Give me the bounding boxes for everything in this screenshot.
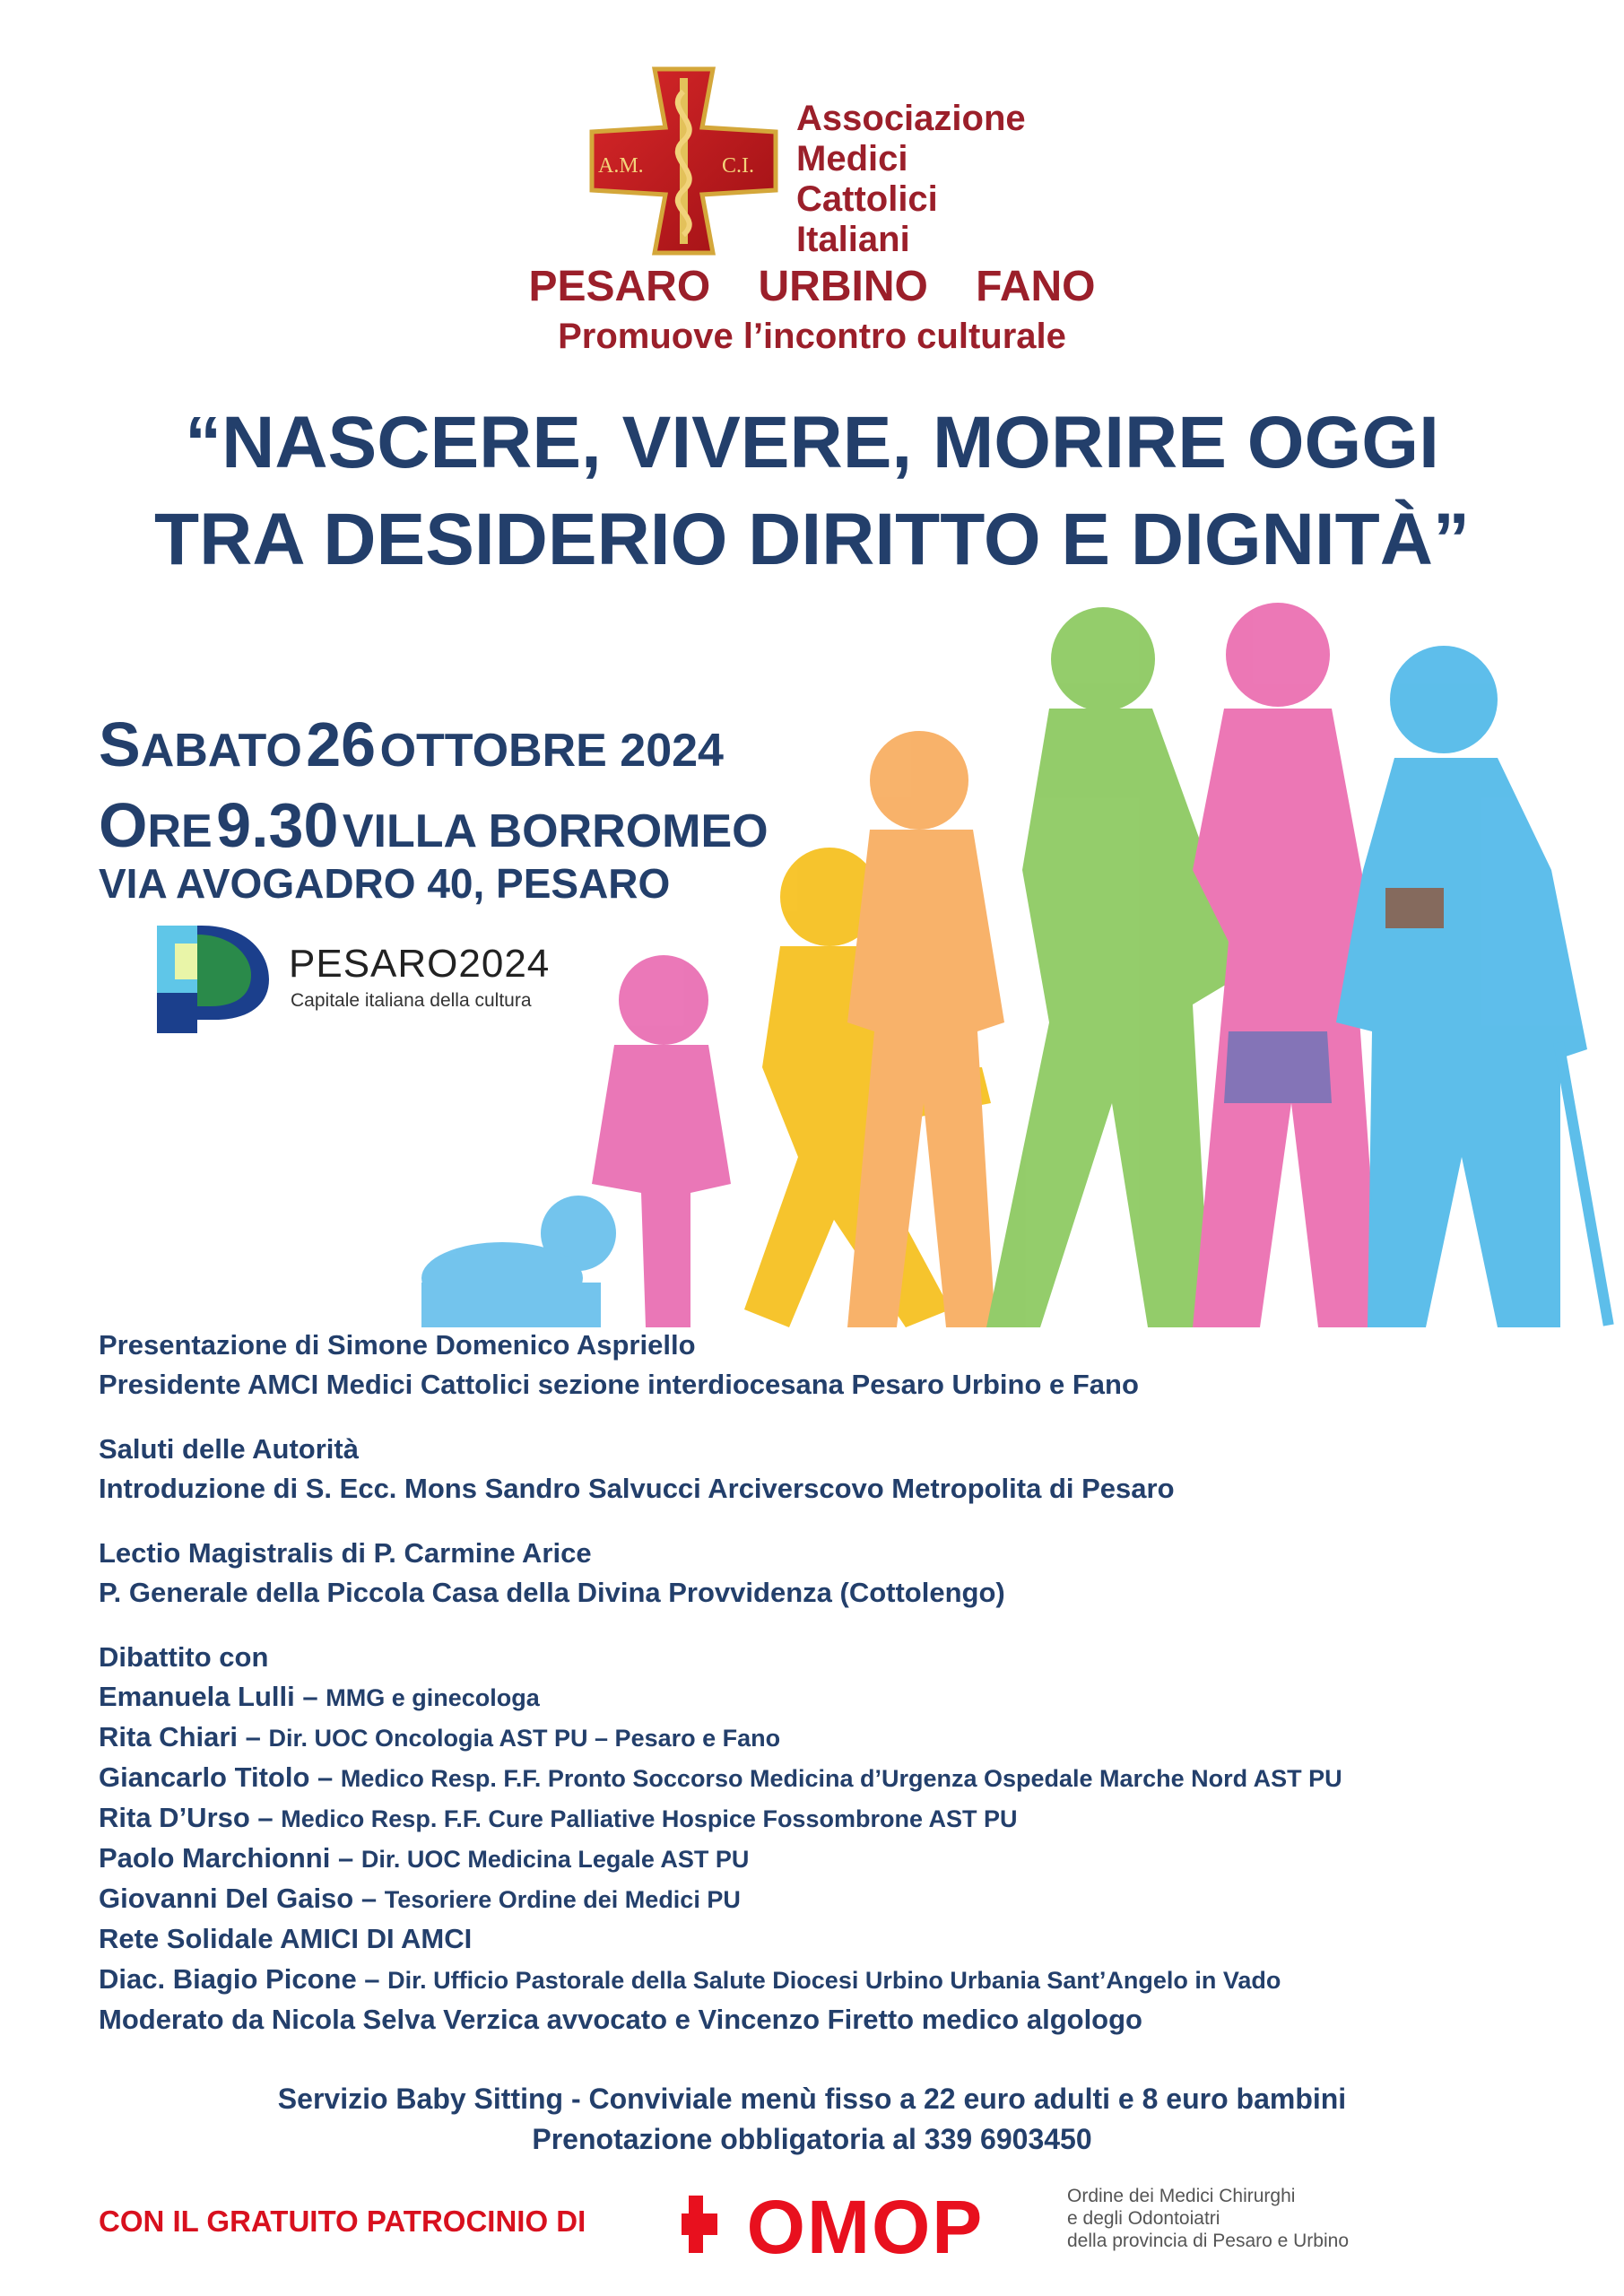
omop-logo	[682, 2188, 1049, 2260]
speaker-name: Rita Chiari –	[99, 1721, 269, 1752]
ordine-line: Ordine dei Medici Chirurghi	[1067, 2186, 1296, 2206]
speaker-name: Emanuela Lulli –	[99, 1681, 326, 1712]
assoc-line: Medici	[796, 139, 908, 178]
speaker-name: Giancarlo Titolo –	[99, 1761, 341, 1793]
speaker-role: Dir. UOC Medicina Legale AST PU	[360, 1846, 750, 1873]
time-word: RE	[147, 805, 213, 857]
date-month-year: OTTOBRE 2024	[379, 725, 724, 777]
city-names: PESARO URBINO FANO	[528, 263, 1096, 310]
promotes-line: Promuove l’incontro culturale	[558, 317, 1066, 356]
child-silhouette	[592, 955, 731, 1327]
date-day: 26	[306, 709, 377, 779]
speaker-name: Giovanni Del Gaiso –	[99, 1883, 385, 1914]
ordine-line: e degli Odontoiatri	[1067, 2208, 1220, 2229]
introduction-line: Introduzione di S. Ecc. Mons Sandro Salvucci Arciverscovo Metropolita di Pesaro	[99, 1473, 1175, 1504]
presentation-line: Presentazione di Simone Domenico Aspriello	[99, 1329, 696, 1361]
speaker-row	[99, 1758, 1578, 1798]
svg-text:OMOP: OMOP	[746, 2188, 985, 2260]
time-initial: O	[99, 790, 148, 860]
speaker-role: Dir. UOC Oncologia AST PU – Pesaro e Fano	[268, 1725, 781, 1752]
assoc-line: Cattolici	[796, 179, 938, 219]
teen-silhouette	[847, 731, 1004, 1327]
amci-cross-logo	[587, 65, 780, 257]
event-time-venue	[99, 789, 769, 861]
lectio-line: Lectio Magistralis di P. Carmine Arice	[99, 1537, 592, 1569]
president-line: Presidente AMCI Medici Cattolici sezione interdiocesana Pesaro Urbino e Fano	[99, 1369, 1139, 1400]
speaker-name: Rita D’Urso –	[99, 1802, 282, 1833]
event-date	[99, 709, 724, 780]
speaker-row	[99, 1798, 1578, 1839]
ordine-medici-text	[1067, 2185, 1349, 2252]
elderly-woman-silhouette	[1336, 646, 1614, 1327]
title-line-2: TRA DESIDERIO DIRITTO E DIGNITÀ”	[154, 499, 1470, 580]
pesaro2024-subtitle: Capitale italiana della cultura	[291, 990, 532, 1011]
greetings-line: Saluti delle Autorità	[99, 1433, 359, 1465]
speaker-role: Medico Resp. F.F. Pronto Soccorso Medicina d’Urgenza Ospedale Marche Nord AST PU	[340, 1765, 1342, 1792]
time-value: 9.30	[216, 790, 339, 860]
speaker-row	[99, 1677, 1578, 1718]
lectio-role-line: P. Generale della Piccola Casa della Divina Provvidenza (Cottolengo)	[99, 1577, 1005, 1608]
svg-text:A.M.: A.M.	[598, 154, 644, 178]
speaker-role: MMG e ginecologa	[326, 1684, 540, 1711]
venue-name: VILLA BORROMEO	[342, 805, 769, 857]
pesaro2024-logo-icon	[148, 917, 274, 1033]
speaker-row	[99, 1960, 1578, 2000]
speaker-row	[99, 1879, 1578, 1919]
association-name	[796, 99, 1026, 260]
event-title	[0, 395, 1624, 588]
speaker-name: Rete Solidale AMICI DI AMCI	[99, 1923, 473, 1954]
service-line: Servizio Baby Sitting - Conviviale menù fisso a 22 euro adulti e 8 euro bambini	[277, 2083, 1347, 2115]
baby-silhouette	[421, 1196, 616, 1327]
event-program	[99, 1326, 1578, 2039]
booking-line: Prenotazione obbligatoria al 339 6903450	[532, 2123, 1092, 2155]
moderators-line: Moderato da Nicola Selva Verzica avvocato e Vincenzo Firetto medico algologo	[99, 2004, 1142, 2035]
venue-address: VIA AVOGADRO 40, PESARO	[99, 860, 671, 907]
speaker-role: Tesoriere Ordine dei Medici PU	[384, 1886, 741, 1913]
date-initial: S	[99, 709, 141, 779]
speaker-row	[99, 1839, 1578, 1879]
title-line-1: “NASCERE, VIVERE, MORIRE OGGI	[185, 402, 1439, 483]
handbag-icon	[1385, 888, 1444, 928]
service-info	[0, 2079, 1624, 2160]
speaker-role: Medico Resp. F.F. Cure Palliative Hospice Fossombrone AST PU	[281, 1805, 1018, 1832]
assoc-line: Associazione	[796, 99, 1026, 138]
speaker-name: Paolo Marchionni –	[99, 1842, 361, 1874]
speaker-row	[99, 1919, 1578, 1960]
debate-heading: Dibattito con	[99, 1641, 269, 1673]
pregnant-woman-silhouette	[986, 607, 1238, 1327]
assoc-line: Italiani	[796, 220, 910, 259]
speaker-row	[99, 1718, 1578, 1758]
speaker-name: Diac. Biagio Picone –	[99, 1963, 388, 1995]
ordine-line: della provincia di Pesaro e Urbino	[1067, 2231, 1350, 2251]
purple-bag-icon	[1224, 1031, 1332, 1103]
svg-text:C.I.: C.I.	[722, 154, 754, 178]
date-weekday: ABATO	[140, 725, 302, 777]
pesaro2024-name: PESARO2024	[289, 942, 551, 986]
speaker-role: Dir. Ufficio Pastorale della Salute Diocesi Urbino Urbania Sant’Angelo in Vado	[387, 1967, 1281, 1994]
patronage-label: CON IL GRATUITO PATROCINIO DI	[99, 2205, 586, 2238]
